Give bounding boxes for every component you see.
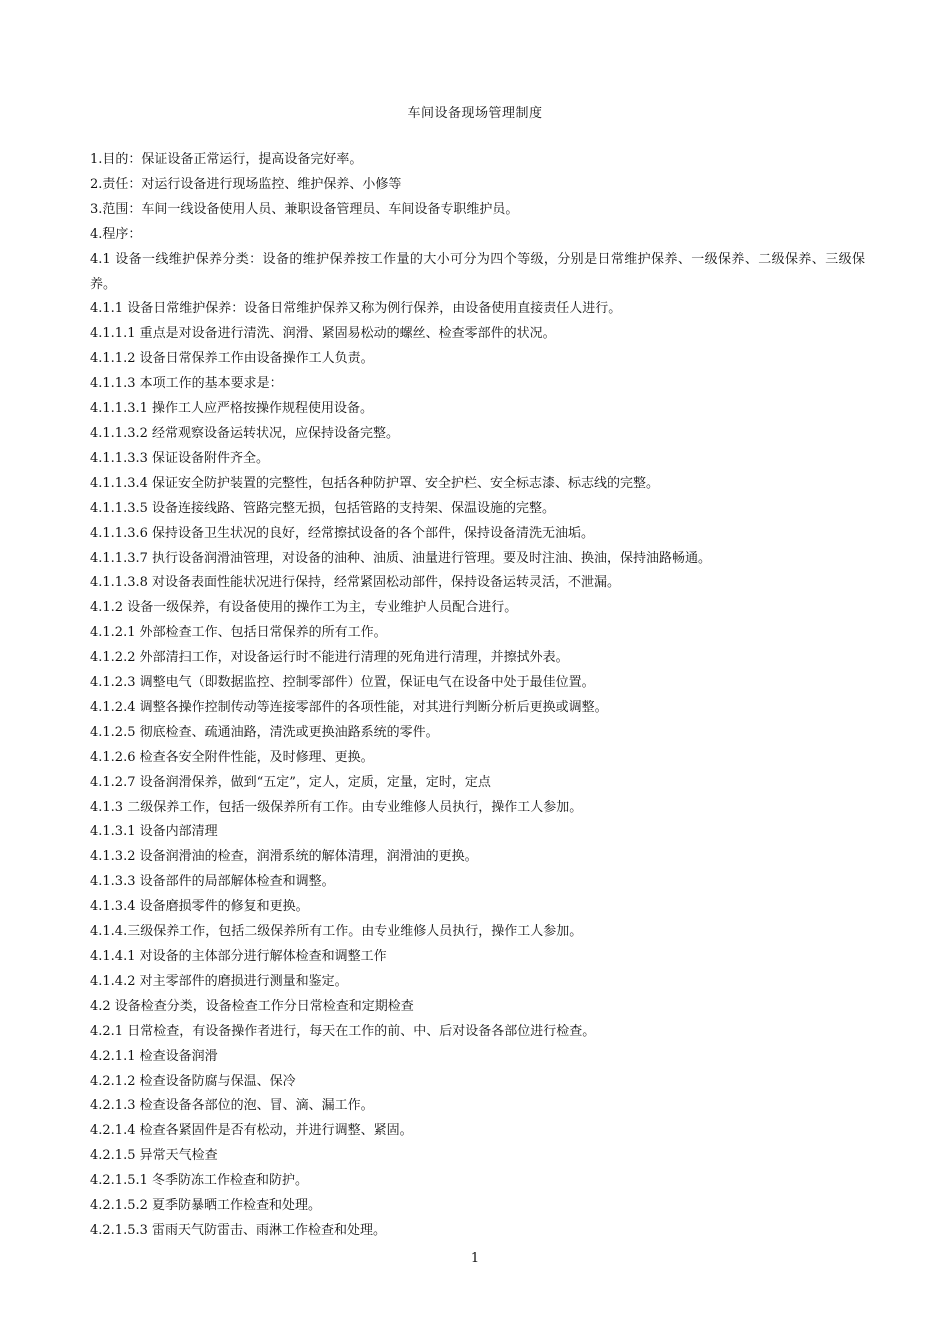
paragraph-line: 4.1.4.1 对设备的主体部分进行解体检查和调整工作 (90, 949, 387, 964)
paragraph-line: 4.2.1.5.2 夏季防暴晒工作检查和处理。 (90, 1198, 322, 1214)
paragraph-line: 3.范围：车间一线设备使用人员、兼职设备管理员、车间设备专职维护员。 (90, 201, 519, 217)
paragraph-line: 4.2 设备检查分类，设备检查工作分日常检查和定期检查 (90, 998, 414, 1014)
paragraph-line: 4.1.4.2 对主零部件的磨损进行测量和鉴定。 (90, 973, 348, 989)
paragraph-line: 4.1.2.7 设备润滑保养，做到“五定”，定人，定质，定量，定时，定点 (90, 774, 491, 790)
paragraph-line: 4.1.1.3.4 保证安全防护装置的完整性，包括各种防护罩、安全护栏、安全标志漆、标志线的完整。 (90, 475, 660, 491)
paragraph-line: 4.1.1.3.5 设备连接线路、管路完整无损，包括管路的支持架、保温设施的完整。 (90, 500, 556, 516)
paragraph-line: 4.1.2.3 调整电气（即数据监控、控制零部件）位置，保证电气在设备中处于最佳位置。 (90, 675, 595, 691)
paragraph-line: 4.1.1.3.1 操作工人应严格按操作规程使用设备。 (90, 401, 374, 417)
paragraph-line: 4.2.1.5.3 雷雨天气防雷击、雨淋工作检查和处理。 (90, 1222, 387, 1238)
paragraph-line: 4.1.1.1 重点是对设备进行清洗、润滑、紧固易松动的螺丝、检查零部件的状况。 (90, 326, 556, 342)
paragraph-line: 4.1.1.2 设备日常保养工作由设备操作工人负责。 (90, 351, 374, 367)
paragraph-line: 4.2.1.5 异常天气检查 (90, 1148, 218, 1164)
paragraph-line: 4.1.2.1 外部检查工作、包括日常保养的所有工作。 (90, 625, 387, 641)
document-body (90, 148, 865, 1244)
paragraph-line: 4.1.1.3.3 保证设备附件齐全。 (90, 450, 270, 466)
paragraph-line: 4.2.1.4 检查各紧固件是否有松动，并进行调整、紧固。 (90, 1123, 413, 1139)
paragraph-line: 4.2.1.5.1 冬季防冻工作检查和防护。 (90, 1173, 309, 1189)
paragraph-line: 4.1.2 设备一级保养，有设备使用的操作工为主，专业维护人员配合进行。 (90, 600, 518, 616)
paragraph-line: 4.1.1.3 本项工作的基本要求是： (90, 376, 283, 392)
paragraph-line: 4.1.2.2 外部清扫工作，对设备运行时不能进行清理的死角进行清理，并擦拭外表。 (90, 650, 569, 666)
paragraph-line: 4.1.3.2 设备润滑油的检查，润滑系统的解体清理，润滑油的更换。 (90, 849, 478, 865)
paragraph-line: 1.目的：保证设备正常运行，提高设备完好率。 (90, 152, 363, 167)
paragraph-line: 4.1.3.1 设备内部清理 (90, 824, 218, 840)
paragraph-line: 4.1.1.3.2 经常观察设备运转状况，应保持设备完整。 (90, 425, 400, 441)
paragraph-line: 4.程序： (90, 226, 142, 242)
paragraph-line: 4.1.2.5 彻底检查、疏通油路，清洗或更换油路系统的零件。 (90, 724, 439, 740)
paragraph-line: 4.2.1.2 检查设备防腐与保温、保冷 (90, 1073, 296, 1089)
paragraph-line: 2.责任：对运行设备进行现场监控、维护保养、小修等 (90, 176, 402, 192)
paragraph-line: 4.2.1.1 检查设备润滑 (90, 1048, 218, 1064)
paragraph-line: 4.1.2.6 检查各安全附件性能，及时修理、更换。 (90, 749, 374, 765)
paragraph-line: 4.1.3.3 设备部件的局部解体检查和调整。 (90, 874, 335, 890)
document-title: 车间设备现场管理制度 (407, 106, 543, 121)
paragraph-line: 4.1.3.4 设备磨损零件的修复和更换。 (90, 899, 309, 915)
paragraph-line: 4.1.2.4 调整各操作控制传动等连接零部件的各项性能，对其进行判断分析后更换或调整。 (90, 699, 608, 715)
paragraph-line: 4.1 设备一线维护保养分类：设备的维护保养按工作量的大小可分为四个等级，分别是日常维护保养、一级保养、二级保养、三级保养。 (90, 251, 865, 292)
paragraph-line: 4.1.1 设备日常维护保养：设备日常维护保养又称为例行保养，由设备使用直接责任人进行。 (90, 301, 622, 317)
paragraph-line: 4.2.1 日常检查，有设备操作者进行，每天在工作的前、中、后对设备各部位进行检查。 (90, 1023, 596, 1039)
page-number: 1 (470, 1251, 480, 1266)
paragraph-line: 4.2.1.3 检查设备各部位的泡、冒、滴、漏工作。 (90, 1098, 374, 1114)
paragraph-line: 4.1.4.三级保养工作，包括二级保养所有工作。由专业维修人员执行，操作工人参加。 (90, 924, 583, 940)
paragraph-line: 4.1.1.3.7 执行设备润滑油管理，对设备的油种、油质、油量进行管理。要及时注油、换油，保持油路畅通。 (90, 550, 712, 566)
paragraph-line: 4.1.1.3.6 保持设备卫生状况的良好，经常擦拭设备的各个部件，保持设备清洗无油垢。 (90, 525, 595, 541)
paragraph-line: 4.1.1.3.8 对设备表面性能状况进行保持，经常紧固松动部件，保持设备运转灵活，不泄漏。 (90, 575, 621, 591)
paragraph-line: 4.1.3 二级保养工作，包括一级保养所有工作。由专业维修人员执行，操作工人参加。 (90, 799, 583, 815)
